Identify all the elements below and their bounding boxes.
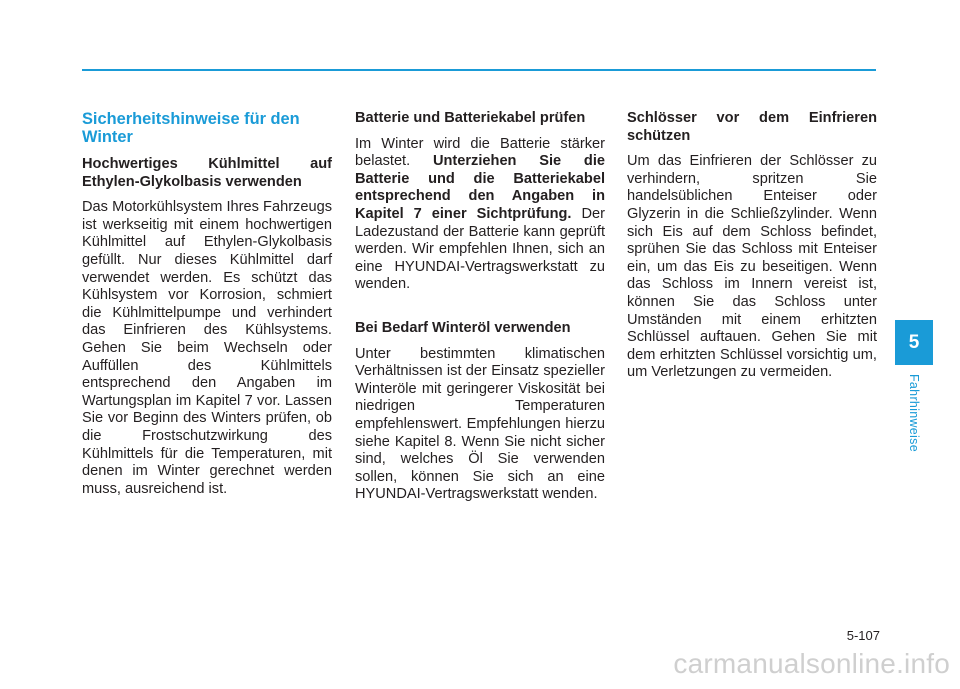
page-number: 5-107 (846, 628, 880, 643)
battery-paragraph (355, 136, 605, 294)
winter-oil-heading: Bei Bedarf Winteröl verwenden (355, 319, 571, 336)
watermark: carmanualsonline.info (673, 648, 950, 679)
battery-text-2: Der Ladezustand der Batterie kann geprüft werden. Wir empfehlen Ihnen, sich an eine HYUNDAI-Vertragswerkstatt zu wenden. (355, 205, 605, 293)
section-title: Sicherheitshinweise für den Winter (82, 110, 300, 146)
chapter-number-tab: 5 (895, 320, 933, 365)
battery-text-bold: Unterziehen Sie die Batterie und die Batteriekabel entsprechend den Angaben in Kapitel 7 einer Sichtprüfung. (355, 153, 606, 222)
battery-heading: Batterie und Batteriekabel prüfen (355, 110, 586, 126)
column-middle (355, 110, 605, 512)
locks-heading: Schlösser vor dem Einfrieren schützen (627, 110, 877, 144)
winter-oil-paragraph: Unter bestimmten klimatischen Verhältnissen ist der Einsatz spezieller Winteröle mit geringerer Viskosität bei niedrigen Temperaturen empfehlenswert. Empfehlungen hierzu siehe Kapitel 8. Wenn Sie nicht sicher sind, welches Öl Sie verwenden sollen, können Sie sich an eine HYUNDAI-Vertragswerkstatt wenden. (355, 345, 605, 503)
coolant-heading: Hochwertiges Kühlmittel auf Ethylen-Glykolbasis verwenden (82, 156, 332, 190)
chapter-label-text: Fahrhinweise (907, 374, 921, 452)
battery-text-1: Im Winter wird die Batterie stärker belastet. (355, 135, 605, 170)
chapter-label (902, 368, 926, 458)
column-right (627, 110, 877, 390)
locks-paragraph: Um das Einfrieren der Schlösser zu verhindern, spritzen Sie handelsüblichen Enteiser oder Glyzerin in die Schließzylinder. Wenn sich Eis auf dem Schloss befindet, sprühen Sie das Schloss mit Enteiser ein, um das Eis zu beseitigen. Wenn das Schloss im Innern vereist ist, können Sie das Schloss unter Umständen mit einem erhitzten Schlüssel auftauen. Gehen Sie mit dem erhitzten Schlüssel vorsichtig um, um Verletzungen zu vermeiden. (627, 153, 877, 381)
coolant-paragraph: Das Motorkühlsystem Ihres Fahrzeugs ist werkseitig mit einem hochwertigen Kühlmittel auf Ethylen-Glykolbasis gefüllt. Nur dieses Kühlmittel darf verwendet werden. Es schützt das Kühlsystem vor Korrosion, schmiert die Kühlmittelpumpe und verhindert das Einfrieren des Kühlsystems. Gehen Sie beim Wechseln oder Auffüllen des Kühlmittels entsprechend den Angaben im Wartungsplan im Kapitel 7 vor. Lassen Sie vor Beginn des Winters prüfen, ob die Frostschutzwirkung des Kühlmittels für die Temperaturen, mit denen im Winter gerechnet werden muss, ausreichend ist. (82, 199, 332, 497)
column-left (82, 110, 332, 506)
spacer (355, 302, 605, 320)
top-rule (82, 69, 876, 71)
